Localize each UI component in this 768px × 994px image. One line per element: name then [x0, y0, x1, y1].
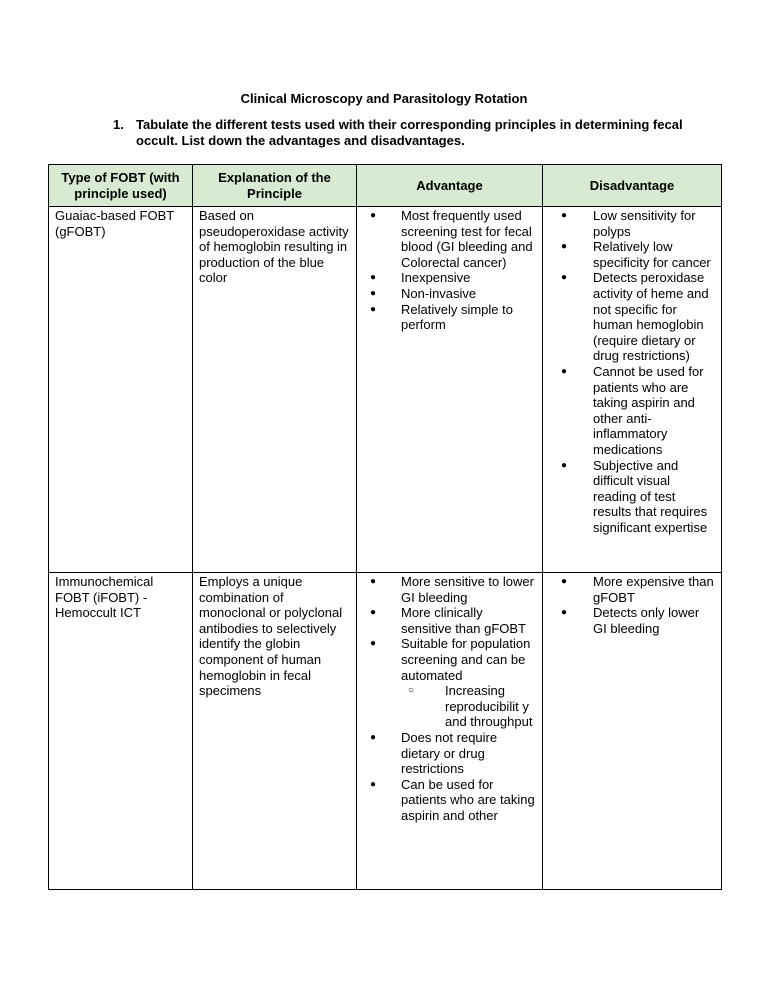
- list-item-text: Relatively low specificity for cancer: [593, 239, 711, 270]
- bullet-icon: ●: [561, 607, 568, 619]
- cell-principle: Based on pseudoperoxidase activity of hemoglobin resulting in production of the blue color: [193, 207, 357, 573]
- disadvantages-list: [549, 208, 715, 535]
- list-item-text: Low sensitivity for polyps: [593, 208, 696, 239]
- list-item-text: Detects only lower GI bleeding: [593, 605, 700, 636]
- list-item: [549, 574, 715, 605]
- list-item-text: More clinically sensitive than gFOBT: [401, 605, 526, 636]
- bullet-icon: ●: [561, 210, 568, 221]
- advantages-list: [363, 574, 536, 824]
- cell-disadvantages: [543, 207, 722, 573]
- document-title: Clinical Microscopy and Parasitology Rotation: [240, 91, 528, 106]
- list-item: [363, 302, 536, 333]
- header-principle: Explanation of the Principle: [193, 165, 357, 207]
- bullet-icon: ●: [370, 607, 377, 619]
- question-1: [113, 117, 713, 149]
- advantages-list: [363, 208, 536, 333]
- bullet-icon: ●: [370, 576, 377, 587]
- bullet-icon: ●: [370, 272, 377, 284]
- cell-disadvantages: [543, 573, 722, 890]
- list-item: [549, 239, 715, 270]
- cell-type: Guaiac-based FOBT (gFOBT): [49, 207, 193, 573]
- bullet-icon: ●: [370, 210, 377, 221]
- list-item: [363, 270, 536, 286]
- list-item-text: Subjective and difficult visual reading of test results that requires significant expertise: [593, 457, 708, 535]
- bullet-icon: ●: [370, 731, 377, 743]
- sub-list-item: [401, 683, 536, 730]
- list-item: [549, 270, 715, 364]
- list-item-text: Detects peroxidase activity of heme and not specific for human hemoglobin (require dietary or drug restrictions): [593, 270, 709, 364]
- disadvantages-list: [549, 574, 715, 636]
- sub-list-item-text: Increasing reproducibilit y and throughput: [445, 683, 533, 730]
- list-item: [363, 286, 536, 302]
- list-item-text: Relatively simple to perform: [401, 301, 513, 333]
- bullet-icon: ●: [561, 272, 568, 284]
- list-item-text: Most frequently used screening test for fecal blood (GI bleeding and Colorectal cancer): [401, 208, 533, 270]
- table-row-gfobt: [49, 207, 722, 573]
- header-advantage: Advantage: [357, 165, 543, 207]
- sub-list: [401, 683, 536, 730]
- bullet-icon: ●: [561, 365, 568, 377]
- hollow-bullet-icon: ○: [408, 685, 415, 697]
- table-header-row: [49, 165, 722, 207]
- list-item: [363, 605, 536, 636]
- list-item-text: More expensive than gFOBT: [593, 574, 714, 605]
- fobt-comparison-table: [48, 164, 722, 890]
- header-disadvantage: Disadvantage: [543, 165, 722, 207]
- list-item: [363, 777, 536, 824]
- list-item: [549, 364, 715, 458]
- cell-advantages: [357, 207, 543, 573]
- bullet-icon: ●: [370, 287, 377, 299]
- list-item-text: Can be used for patients who are taking aspirin and other: [401, 776, 535, 823]
- table-row-ifobt: [49, 573, 722, 890]
- list-item: [363, 636, 536, 730]
- cell-type: Immunochemical FOBT (iFOBT) - Hemoccult ICT: [49, 573, 193, 890]
- cell-advantages: [357, 573, 543, 890]
- list-item: [549, 458, 715, 536]
- list-item: [363, 730, 536, 777]
- list-item-text: Inexpensive: [401, 270, 471, 286]
- list-item: [549, 605, 715, 636]
- question-number: 1.: [113, 117, 124, 132]
- list-item: [363, 208, 536, 270]
- bullet-icon: ●: [561, 459, 568, 471]
- list-item-text: More sensitive to lower GI bleeding: [401, 574, 534, 605]
- list-item-text: Cannot be used for patients who are taking aspirin and other anti-inflammatory medications: [593, 363, 704, 457]
- list-item-text: Does not require dietary or drug restrictions: [401, 729, 498, 777]
- question-text: Tabulate the different tests used with their corresponding principles in determining fecal occult. List down the advantages and disadvantages.: [136, 117, 683, 148]
- bullet-icon: ●: [561, 576, 568, 587]
- cell-principle: Employs a unique combination of monoclonal or polyclonal antibodies to selectively identify the globin component of human hemoglobin in fecal specimens: [193, 573, 357, 890]
- bullet-icon: ●: [370, 303, 377, 315]
- list-item-text: Non-invasive: [401, 285, 477, 301]
- bullet-icon: ●: [561, 241, 568, 253]
- bullet-icon: ●: [370, 778, 377, 790]
- bullet-icon: ●: [370, 638, 377, 650]
- list-item: [363, 574, 536, 605]
- list-item: [549, 208, 715, 239]
- header-type: Type of FOBT (with principle used): [49, 165, 193, 207]
- list-item-text: Suitable for population screening and can be automated: [401, 636, 531, 683]
